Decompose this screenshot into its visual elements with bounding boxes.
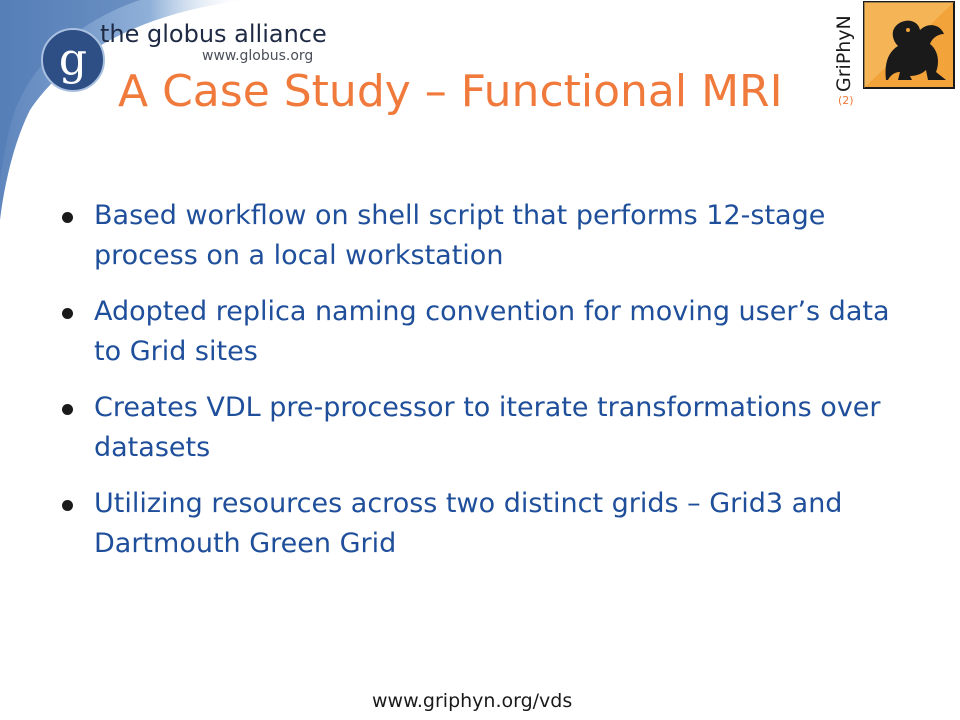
bullet-dot-icon [62, 308, 73, 319]
organization-url: www.globus.org [202, 48, 314, 64]
bullet-text: Adopted replica naming convention for moving user’s data to Grid sites [94, 296, 890, 367]
footer-url-link[interactable]: www.griphyn.org/vds [372, 690, 573, 712]
bullet-item [62, 292, 902, 372]
bullet-item [62, 484, 902, 564]
bullet-dot-icon [62, 404, 73, 415]
bullet-text: Based workflow on shell script that performs 12-stage process on a local workstation [94, 200, 826, 271]
bullet-list [62, 196, 902, 580]
bullet-dot-icon [62, 500, 73, 511]
globus-logo-letter: g [58, 34, 88, 85]
slide-title: A Case Study – Functional MRI [118, 66, 783, 117]
slide-part-indicator: (2) [838, 94, 854, 107]
griphyn-logo-text: GriPhyN [833, 15, 855, 92]
organization-name: the globus alliance [100, 20, 327, 48]
bullet-item [62, 196, 902, 276]
bullet-item [62, 388, 902, 468]
griphyn-logo-icon [828, 0, 956, 96]
globus-logo-icon [41, 24, 105, 96]
bullet-dot-icon [62, 212, 73, 223]
bullet-text: Creates VDL pre-processor to iterate transformations over datasets [94, 392, 881, 463]
bullet-text: Utilizing resources across two distinct grids – Grid3 and Dartmouth Green Grid [94, 488, 843, 559]
